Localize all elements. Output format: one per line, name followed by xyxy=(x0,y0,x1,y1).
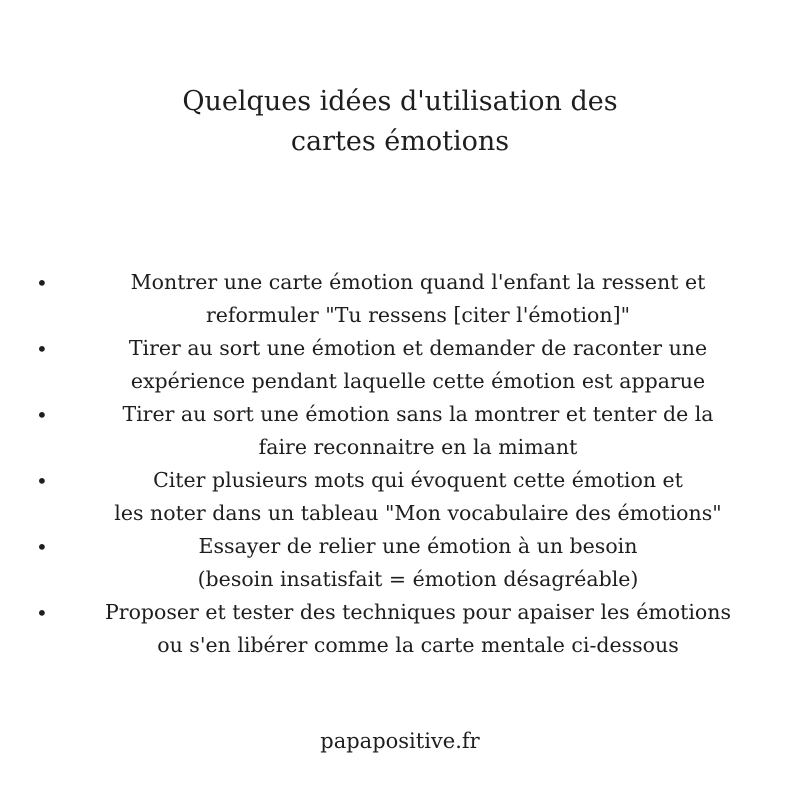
idea-line-2: faire reconnaitre en la mimant xyxy=(258,435,578,459)
idea-line-1: Tirer au sort une émotion sans la montrer et tenter de la xyxy=(122,402,714,426)
bullet-icon: • xyxy=(36,271,48,295)
bullet-icon: • xyxy=(36,469,48,493)
idea-line-2: expérience pendant laquelle cette émotion est apparue xyxy=(130,369,706,393)
bullet-icon: • xyxy=(36,601,48,625)
title-line-2: cartes émotions xyxy=(290,126,510,157)
page-title xyxy=(0,82,800,162)
list-item xyxy=(0,332,800,398)
list-item xyxy=(0,596,800,662)
idea-text xyxy=(56,596,780,662)
idea-line-2: les noter dans un tableau "Mon vocabulaire des émotions" xyxy=(114,501,722,525)
list-item xyxy=(0,266,800,332)
idea-line-2: ou s'en libérer comme la carte mentale ci-dessous xyxy=(157,633,679,657)
idea-text xyxy=(56,530,780,596)
footer-website: papapositive.fr xyxy=(320,729,480,753)
idea-line-1: Proposer et tester des techniques pour apaiser les émotions xyxy=(104,600,731,624)
bullet-icon: • xyxy=(36,535,48,559)
bullet-icon: • xyxy=(36,403,48,427)
list-item xyxy=(0,464,800,530)
idea-line-1: Tirer au sort une émotion et demander de raconter une xyxy=(128,336,708,360)
idea-text xyxy=(56,398,780,464)
idea-line-1: Essayer de relier une émotion à un besoin xyxy=(198,534,638,558)
title-line-1: Quelques idées d'utilisation des xyxy=(182,86,618,117)
idea-line-1: Citer plusieurs mots qui évoquent cette émotion et xyxy=(153,468,683,492)
idea-line-2: (besoin insatisfait = émotion désagréable) xyxy=(197,567,639,591)
ideas-list xyxy=(0,266,800,662)
idea-line-1: Montrer une carte émotion quand l'enfant la ressent et xyxy=(130,270,706,294)
bullet-icon: • xyxy=(36,337,48,361)
idea-line-2: reformuler "Tu ressens [citer l'émotion]" xyxy=(205,303,631,327)
list-item xyxy=(0,530,800,596)
idea-text xyxy=(56,464,780,530)
list-item xyxy=(0,398,800,464)
idea-text xyxy=(56,266,780,332)
idea-text xyxy=(56,332,780,398)
